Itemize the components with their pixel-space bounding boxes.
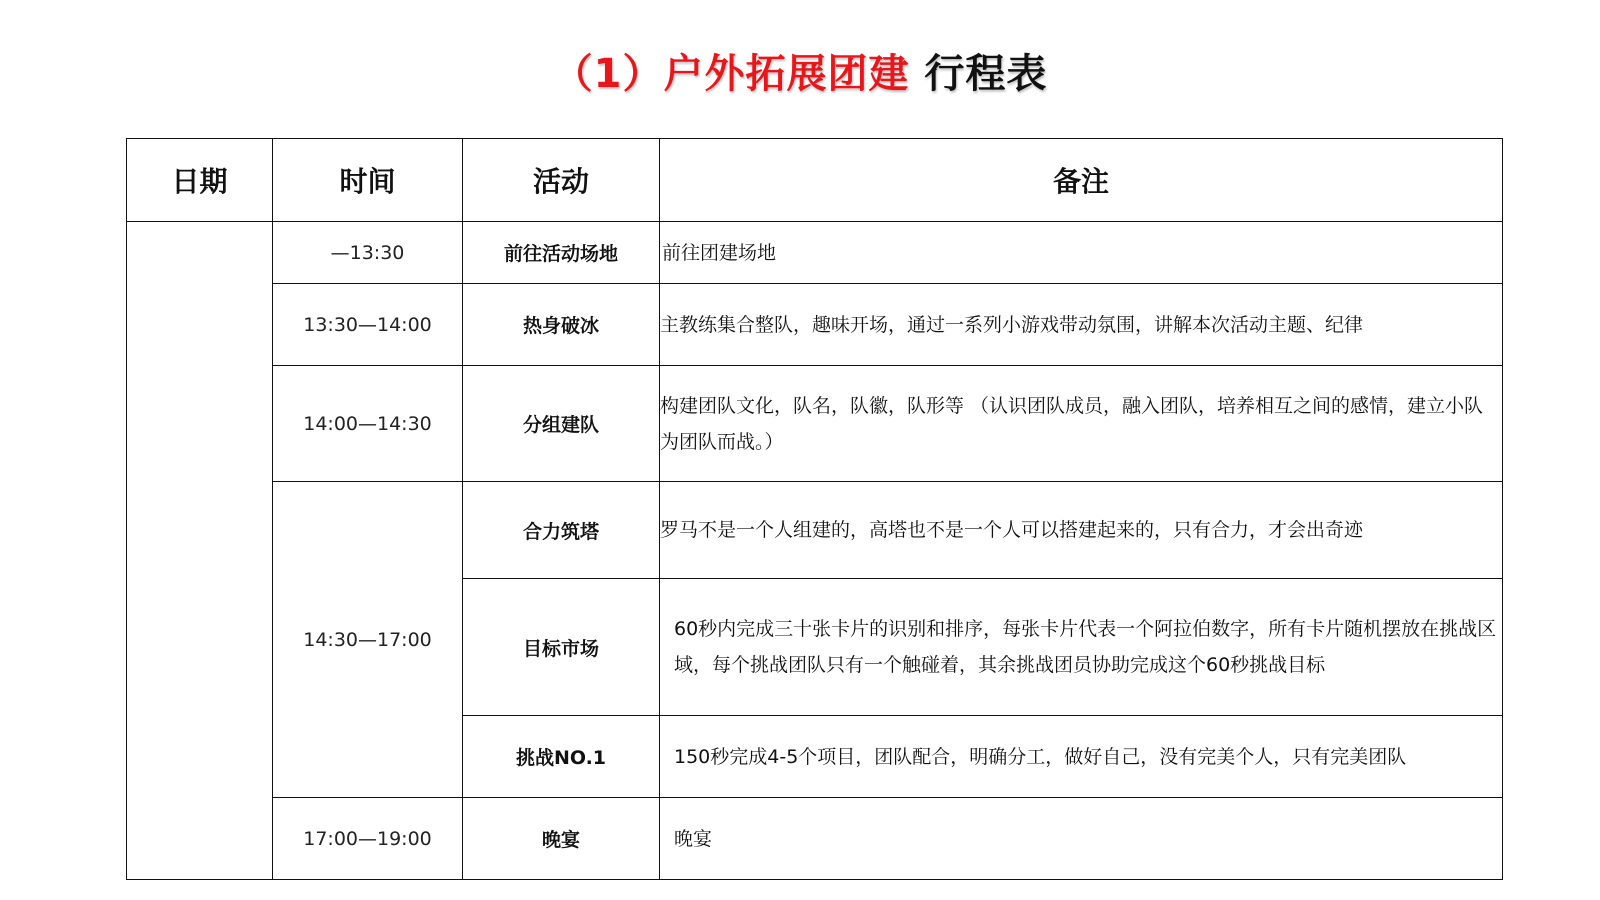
- time-cell: 14:30—17:00: [273, 482, 463, 798]
- table-row: [127, 798, 1503, 880]
- table-row: [127, 366, 1503, 482]
- header-note: 备注: [660, 139, 1503, 222]
- note-cell: 构建团队文化，队名，队徽，队形等 （认识团队成员，融入团队，培养相互之间的感情，建立小队为团队而战。）: [660, 366, 1503, 482]
- table-row: [127, 284, 1503, 366]
- header-time: 时间: [273, 139, 463, 222]
- title-highlight: （1）户外拓展团建: [552, 51, 910, 97]
- activity-cell: 热身破冰: [463, 284, 660, 366]
- note-cell: 罗马不是一个人组建的，高塔也不是一个人可以搭建起来的，只有合力，才会出奇迹: [660, 482, 1503, 579]
- time-cell: 14:00—14:30: [273, 366, 463, 482]
- time-cell: —13:30: [273, 222, 463, 284]
- time-cell: 17:00—19:00: [273, 798, 463, 880]
- date-cell: [127, 222, 273, 880]
- note-cell: 晚宴: [660, 798, 1503, 880]
- note-cell: 前往团建场地: [660, 222, 1503, 284]
- note-cell: 主教练集合整队，趣味开场，通过一系列小游戏带动氛围，讲解本次活动主题、纪律: [660, 284, 1503, 366]
- title-suffix: 行程表: [909, 51, 1048, 97]
- header-date: 日期: [127, 139, 273, 222]
- page-title: [0, 42, 1600, 99]
- activity-cell: 晚宴: [463, 798, 660, 880]
- note-cell: 60秒内完成三十张卡片的识别和排序，每张卡片代表一个阿拉伯数字，所有卡片随机摆放在挑战区域，每个挑战团队只有一个触碰着，其余挑战团员协助完成这个60秒挑战目标: [660, 579, 1503, 716]
- table-row: [127, 482, 1503, 579]
- table-header-row: [127, 139, 1503, 222]
- table-row: [127, 222, 1503, 284]
- schedule-table: [126, 138, 1503, 880]
- activity-cell: 合力筑塔: [463, 482, 660, 579]
- activity-cell: 前往活动场地: [463, 222, 660, 284]
- note-cell: 150秒完成4-5个项目，团队配合，明确分工，做好自己，没有完美个人，只有完美团队: [660, 716, 1503, 798]
- header-activity: 活动: [463, 139, 660, 222]
- activity-cell: 目标市场: [463, 579, 660, 716]
- activity-cell: 挑战NO.1: [463, 716, 660, 798]
- time-cell: 13:30—14:00: [273, 284, 463, 366]
- activity-cell: 分组建队: [463, 366, 660, 482]
